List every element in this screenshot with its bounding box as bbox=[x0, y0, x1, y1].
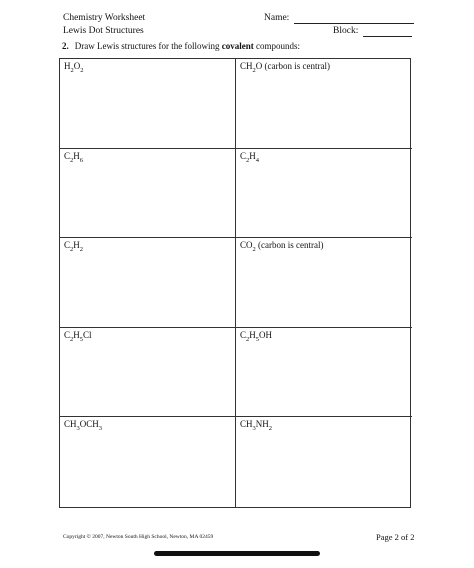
compound-cell bbox=[60, 328, 236, 418]
formula-text: H bbox=[249, 329, 256, 340]
formula-subscript: 2 bbox=[252, 66, 256, 74]
formula-text: CH bbox=[64, 419, 77, 430]
formula-subscript: 2 bbox=[70, 245, 74, 253]
compound-formula bbox=[240, 330, 408, 341]
formula-text: H bbox=[64, 61, 71, 71]
compound-formula bbox=[64, 419, 231, 433]
compound-formula bbox=[64, 61, 231, 72]
formula-text: H bbox=[73, 240, 80, 251]
formula-subscript: 2 bbox=[70, 156, 74, 164]
formula-subscript: 2 bbox=[268, 425, 273, 433]
formula-subscript: 2 bbox=[252, 245, 256, 253]
compound-cell bbox=[60, 417, 236, 507]
compound-cell bbox=[60, 238, 236, 328]
compound-formula bbox=[240, 151, 408, 162]
name-label: Name: bbox=[264, 13, 290, 23]
formula-text: CH bbox=[240, 419, 253, 430]
formula-subscript: 3 bbox=[98, 425, 103, 433]
compound-formula bbox=[64, 151, 231, 162]
compound-cell bbox=[236, 328, 412, 418]
formula-text: NH bbox=[255, 419, 269, 430]
formula-text: O bbox=[73, 61, 81, 71]
formula-text: O (carbon is central) bbox=[255, 61, 330, 71]
formula-text: CH bbox=[240, 61, 253, 71]
compound-cell bbox=[236, 59, 412, 149]
copyright-footer: Copyright © 2007, Newton South High School, Newton, MA 02459 bbox=[63, 534, 214, 540]
page-number: Page 2 of 2 bbox=[376, 532, 415, 542]
formula-subscript: 2 bbox=[246, 156, 250, 164]
formula-subscript: 3 bbox=[76, 425, 80, 433]
compound-cell bbox=[236, 417, 412, 507]
formula-text: H bbox=[73, 150, 80, 161]
compound-cell bbox=[60, 59, 236, 149]
instruction bbox=[62, 41, 300, 52]
formula-text: C bbox=[240, 150, 247, 161]
instruction-text-after: compounds: bbox=[255, 41, 300, 51]
formula-subscript: 2 bbox=[70, 66, 74, 74]
formula-subscript: 2 bbox=[80, 66, 84, 74]
compound-formula bbox=[240, 419, 408, 433]
home-indicator-bar[interactable] bbox=[154, 551, 320, 556]
instruction-text-before: Draw Lewis structures for the following bbox=[74, 41, 220, 51]
formula-text: OH bbox=[259, 329, 273, 340]
formula-subscript: 4 bbox=[255, 156, 260, 164]
question-number: 2. bbox=[62, 41, 69, 51]
compound-cell bbox=[236, 149, 412, 239]
name-field bbox=[264, 13, 414, 24]
formula-subscript: 2 bbox=[70, 335, 74, 343]
formula-subscript: 5 bbox=[79, 335, 84, 343]
formula-text: C bbox=[64, 329, 71, 340]
block-label: Block: bbox=[333, 26, 359, 36]
formula-subscript: 2 bbox=[246, 335, 250, 343]
block-field bbox=[333, 26, 412, 37]
formula-text: H bbox=[73, 329, 80, 340]
worksheet-title: Chemistry Worksheet bbox=[63, 13, 146, 23]
formula-subscript: 5 bbox=[255, 335, 260, 343]
instruction-emphasis: covalent bbox=[221, 41, 254, 51]
compound-formula bbox=[64, 330, 231, 341]
formula-text: C bbox=[64, 150, 71, 161]
compound-formula bbox=[64, 240, 231, 251]
formula-text: C bbox=[64, 240, 71, 251]
formula-text: CO bbox=[240, 240, 253, 251]
name-blank-line bbox=[294, 14, 414, 24]
worksheet-subtitle: Lewis Dot Structures bbox=[63, 26, 144, 36]
formula-subscript: 3 bbox=[252, 425, 256, 433]
formula-subscript: 6 bbox=[79, 156, 84, 164]
compound-cell bbox=[60, 149, 236, 239]
compound-cell bbox=[236, 238, 412, 328]
answer-grid bbox=[59, 58, 411, 508]
block-blank-line bbox=[363, 27, 412, 37]
formula-text: C bbox=[240, 329, 247, 340]
formula-text: (carbon is central) bbox=[255, 240, 324, 251]
formula-text: Cl bbox=[83, 329, 92, 340]
formula-subscript: 2 bbox=[79, 245, 84, 253]
formula-text: OCH bbox=[79, 419, 99, 430]
formula-text: H bbox=[249, 150, 256, 161]
compound-formula bbox=[240, 61, 408, 72]
compound-formula bbox=[240, 240, 408, 251]
